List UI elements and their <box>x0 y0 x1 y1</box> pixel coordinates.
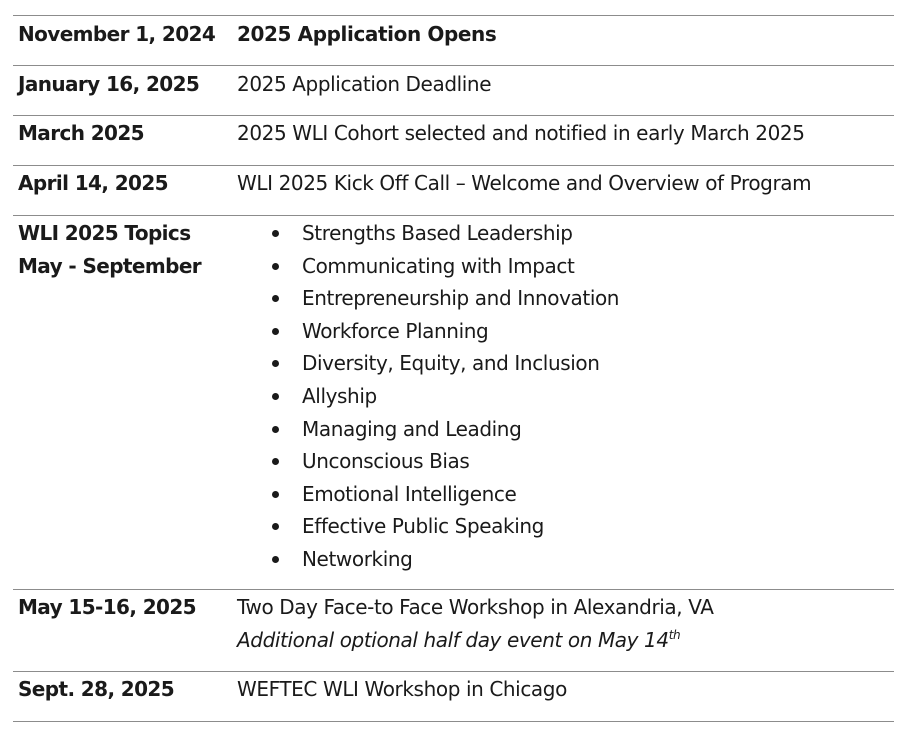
bullet-icon <box>272 426 279 433</box>
list-item <box>237 413 894 446</box>
schedule-row <box>13 165 894 215</box>
row-date <box>13 217 231 589</box>
schedule-row <box>13 15 894 65</box>
topics-list <box>237 217 894 576</box>
topics-row <box>13 215 894 589</box>
bullet-icon <box>272 328 279 335</box>
event-note-suffix: th <box>668 628 681 642</box>
list-item <box>237 347 894 380</box>
topic-label: Allyship <box>302 383 377 408</box>
schedule-row <box>13 671 894 722</box>
schedule-row <box>13 589 894 671</box>
list-item <box>237 250 894 283</box>
list-item <box>237 445 894 478</box>
row-event: 2025 Application Deadline <box>237 72 492 96</box>
event-note-text: Additional optional half day event on May 14 <box>237 628 669 652</box>
topic-label: Networking <box>302 546 413 571</box>
topic-label: Strengths Based Leadership <box>302 221 573 245</box>
list-item <box>237 510 894 543</box>
row-date: March 2025 <box>18 121 144 145</box>
list-item <box>237 543 894 576</box>
list-item <box>237 217 894 250</box>
schedule-row <box>13 65 894 115</box>
row-date: May 15-16, 2025 <box>18 595 196 619</box>
schedule-row <box>13 115 894 165</box>
bullet-icon <box>272 295 279 302</box>
row-event <box>231 217 894 589</box>
list-item <box>237 282 894 315</box>
topic-label: Effective Public Speaking <box>302 514 544 539</box>
topic-label: Communicating with Impact <box>302 253 575 278</box>
event-title: Two Day Face-to Face Workshop in Alexandria, VA <box>237 595 714 619</box>
bullet-icon <box>272 491 279 498</box>
bullet-icon <box>272 360 279 367</box>
bullet-icon <box>272 458 279 465</box>
topic-label: Emotional Intelligence <box>302 481 517 506</box>
row-date: Sept. 28, 2025 <box>18 677 175 701</box>
list-item <box>237 315 894 348</box>
row-date: January 16, 2025 <box>18 72 200 96</box>
topic-label: Managing and Leading <box>302 416 522 441</box>
list-item <box>237 478 894 511</box>
topic-label: Entrepreneurship and Innovation <box>302 286 620 311</box>
bullet-icon <box>272 556 279 563</box>
row-date: April 14, 2025 <box>18 171 168 195</box>
row-event: 2025 WLI Cohort selected and notified in early March 2025 <box>237 121 805 145</box>
topics-date-range: May - September <box>18 254 202 278</box>
row-event: WEFTEC WLI Workshop in Chicago <box>237 677 567 701</box>
bullet-icon <box>272 263 279 270</box>
topic-label: Workforce Planning <box>302 318 489 343</box>
topic-label: Diversity, Equity, and Inclusion <box>302 351 600 376</box>
schedule-table <box>13 15 894 722</box>
row-event <box>231 591 894 671</box>
topic-label: Unconscious Bias <box>302 449 470 474</box>
bullet-icon <box>272 393 279 400</box>
row-date: November 1, 2024 <box>18 22 216 46</box>
row-event: WLI 2025 Kick Off Call – Welcome and Overview of Program <box>237 171 812 195</box>
topics-heading: WLI 2025 Topics <box>18 221 191 245</box>
row-event: 2025 Application Opens <box>237 22 497 46</box>
list-item <box>237 380 894 413</box>
bullet-icon <box>272 230 279 237</box>
bullet-icon <box>272 523 279 530</box>
event-note <box>237 624 894 657</box>
